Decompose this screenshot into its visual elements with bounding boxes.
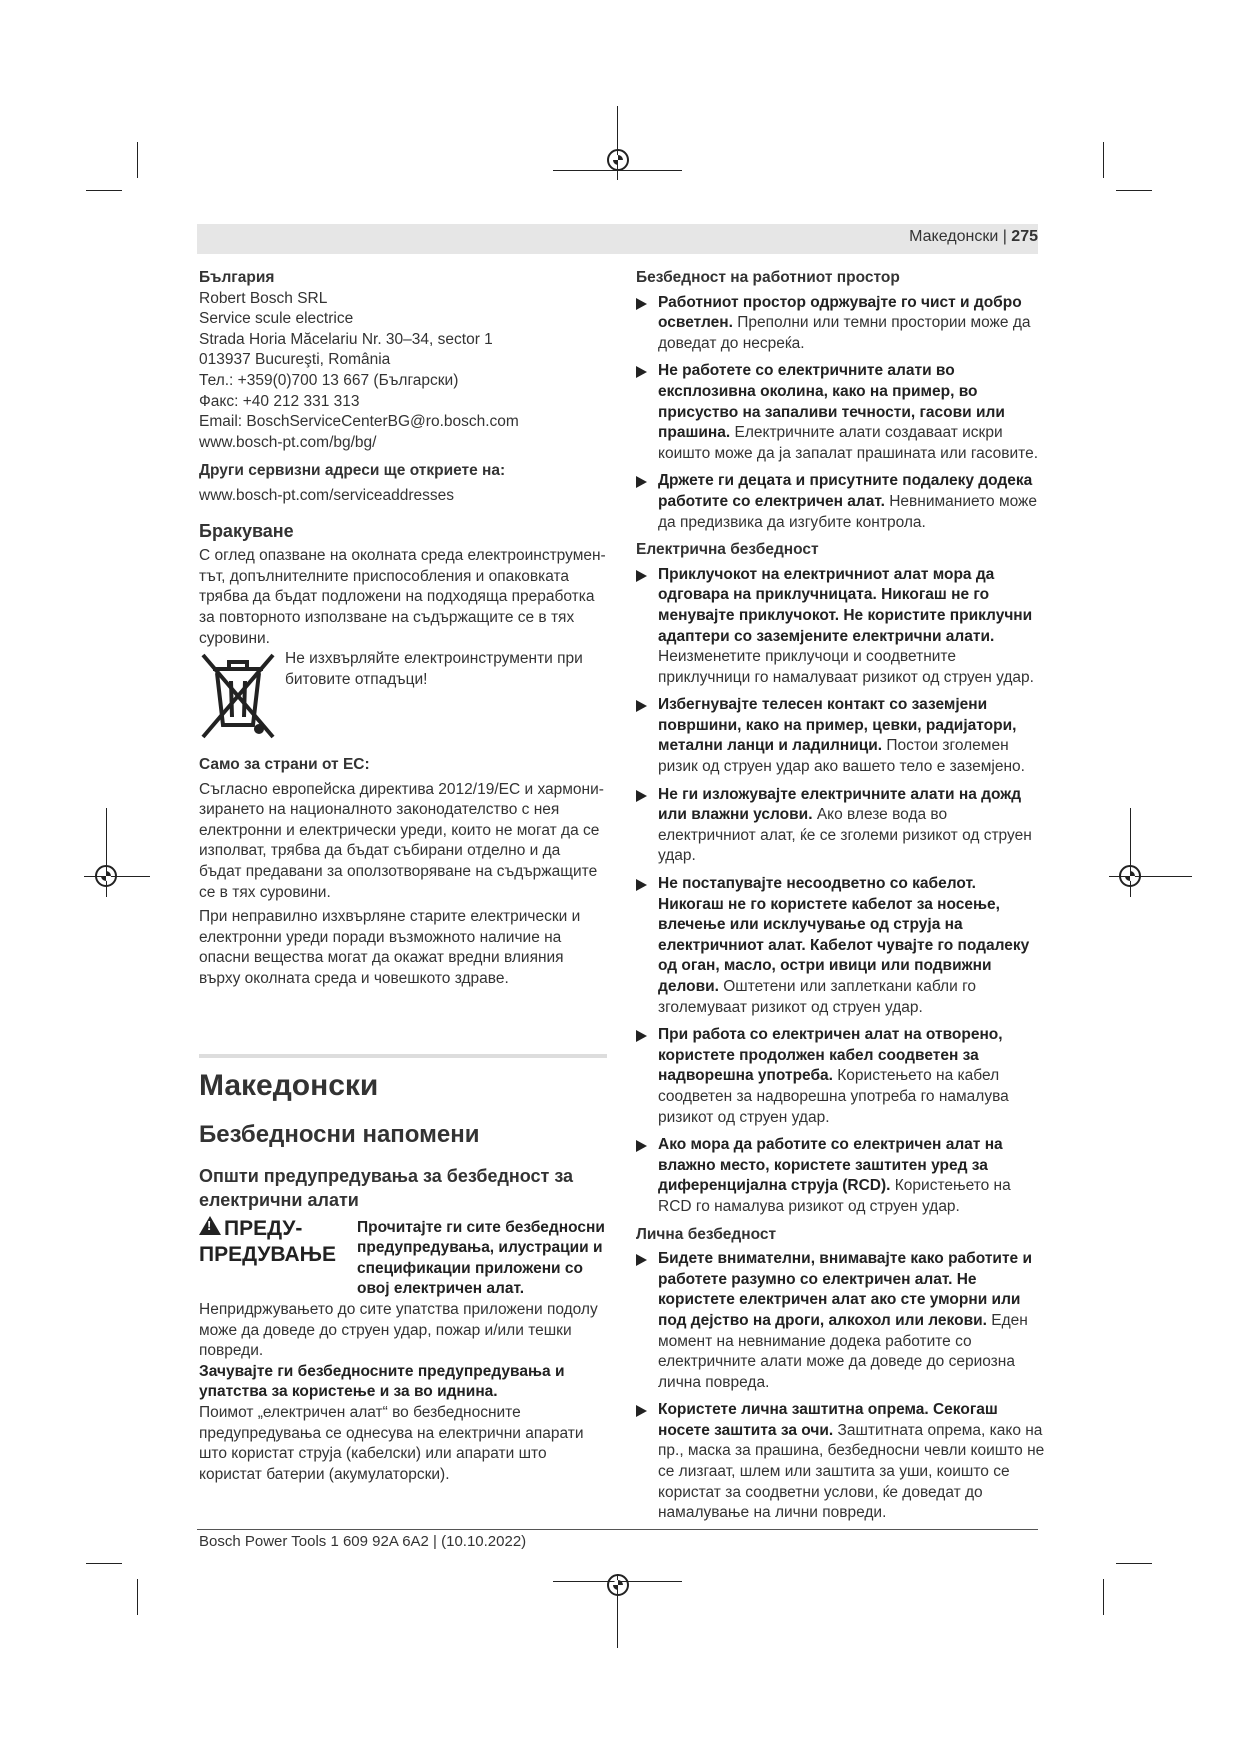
crop-mark (1103, 142, 1104, 178)
bullet-arrow-icon (636, 1254, 647, 1266)
bullet-arrow-icon (636, 790, 647, 802)
disposal-text: С оглед опазване на околната среда електроинструментът, допълнителните приспособления и опаковката трябва да бъдат подложени на подходяща преработка за повторното използване на съдържащите се в тях суровини. (199, 547, 606, 647)
bin-notice (199, 649, 607, 741)
item-bold: Држете ги децата и присутните подалеку додека работите со електричен алат. (658, 472, 1033, 510)
term-definition: Поимот „електричен алат“ во безбедносните предупредувања се однесува на електрични апарати што користат струја (кабелски) или апарати што користат батерии (акумулаторски). (199, 1403, 584, 1483)
warning-block (199, 1216, 607, 1300)
warning-label-1: ПРЕДУ- (224, 1216, 303, 1240)
address-block (199, 289, 607, 454)
warning-label (199, 1216, 357, 1300)
other-addresses-heading: Други сервизни адреси ще откриете на: (199, 462, 506, 480)
list-item (636, 471, 1046, 533)
footer-rule (197, 1529, 1038, 1530)
address-line: Robert Bosch SRL (199, 289, 328, 307)
list-item (636, 1025, 1046, 1128)
crop-mark (1103, 1579, 1104, 1615)
bullet-arrow-icon (636, 1140, 647, 1152)
page-number: 275 (1011, 228, 1038, 245)
crossed-bin-icon (199, 649, 277, 741)
warning-triangle-icon (199, 1216, 221, 1235)
bullet-arrow-icon (636, 298, 647, 310)
crop-mark (137, 1579, 138, 1615)
item-text: Користењето на RCD го намалува ризикот од струен удар. (658, 1177, 1011, 1215)
general-warnings-title: Општи предупредувања за безбедност за електрични алати (199, 1165, 574, 1210)
address-line: Факс: +40 212 331 313 (199, 392, 360, 410)
address-line: 013937 Bucureşti, România (199, 351, 391, 369)
item-text: Постои зголемен ризик од струен удар ако вашето тело е заземјено. (658, 737, 1025, 776)
item-bold: Не ги изложувајте електричните алати на дожд или влажни услови. (658, 785, 1022, 824)
list-item (636, 1135, 1046, 1217)
keep-instructions: Зачувајте ги безбедносните предупредувања и упатства за користење и за во иднина. (199, 1362, 565, 1401)
registration-mark-icon (607, 149, 629, 171)
header-language: Македонски (909, 228, 999, 245)
crop-mark (86, 1563, 122, 1564)
crop-mark (86, 190, 122, 191)
item-bold: Ако мора да работите со електричен алат на влажно место, користете заштитен уред за диференцијална струја (RCD). (658, 1136, 1003, 1195)
item-text: Неизменетите приклучоци и соодветните приклучници го намалуваат ризикот од струен удар. (658, 648, 1034, 686)
electrical-heading: Електрична безбедност (636, 541, 819, 559)
list-item (636, 565, 1046, 689)
item-bold: Користете лична заштитна опрема. Секогаш носете заштита за очи. (658, 1401, 998, 1439)
registration-mark-icon (607, 1574, 629, 1596)
eu-text-1: Съгласно европейска директива 2012/19/ЕС и хармонизирането на националното законодателство с нея електронни и електрически уреди, които не могат да се изполват, трябва да бъдат събирани отделно и да бъдат предавани за оползотворяване на съдържащите се в тях суровини. (199, 780, 604, 901)
crop-mark (137, 142, 138, 178)
personal-heading: Лична безбедност (636, 1225, 777, 1243)
bullet-arrow-icon (636, 366, 647, 378)
item-text: Заштитната опрема, како на пр., маска за прашина, безбедносни чевли коишто не се лизгаат, шлем или заштита за уши, коишто се користат за соодветни услови, ќе доведат до намалување на лични повреди. (658, 1421, 1045, 1522)
warning-text: Непридржувањето до сите упатства приложени подолу може да доведе до струен удар, пожар и/или тешки повреди. (199, 1301, 598, 1360)
item-bold: Приклучокот на електричниот алат мора да одговара на приклучницата. Никогаш не го менувајте приклучокот. Не користите приклучни адаптери со заземјените електрични алати. (658, 565, 1033, 645)
right-column (636, 268, 1046, 1531)
warning-bold: Прочитајте ги сите безбедносни предупредувања, илустрации и спецификации приложени со овој електричен алат. (357, 1218, 605, 1298)
disposal-heading: Бракуване (199, 520, 294, 541)
list-item (636, 293, 1046, 355)
address-line: Тел.: +359(0)700 13 667 (Български) (199, 371, 459, 389)
list-item (636, 874, 1046, 1018)
list-item (636, 785, 1046, 867)
bullet-arrow-icon (636, 879, 647, 891)
page-footer: Bosch Power Tools 1 609 92A 6A2 | (10.10.2022) (199, 1533, 527, 1550)
bullet-arrow-icon (636, 1405, 647, 1417)
warning-label-2: ПРЕДУВАЊЕ (199, 1242, 336, 1266)
bullet-arrow-icon (636, 476, 647, 488)
address-line: Service scule electrice (199, 310, 354, 328)
section-separator (199, 1054, 607, 1058)
registration-mark-icon (95, 865, 117, 887)
item-text: Преполни или темни простории може да доведат до несреќа. (658, 314, 1031, 352)
item-text: Користењето на кабел соодветен за надворешна употреба го намалува ризикот од струен удар. (658, 1067, 1009, 1126)
bullet-arrow-icon (636, 1030, 647, 1042)
bulgaria-heading: България (199, 269, 275, 286)
bin-text: Не изхвърляйте електроинструменти при битовите отпадъци! (285, 650, 583, 688)
safety-title: Безбедносни напомени (199, 1120, 480, 1148)
left-column (199, 268, 607, 1485)
item-bold: Избегнувајте телесен контакт со заземјени површини, како на пример, цевки, радијатори, метални ланци и ладилници. (658, 696, 1017, 755)
item-bold: Работниот простор одржувајте го чист и добро осветлен. (658, 293, 1022, 332)
list-item (636, 1400, 1046, 1524)
page-header: Македонски | 275 (909, 228, 1038, 245)
crop-mark (1116, 190, 1152, 191)
list-item (636, 361, 1046, 464)
address-line: Email: BoschServiceCenterBG@ro.bosch.com (199, 413, 519, 431)
list-item (636, 1249, 1046, 1393)
eu-text-2: При неправилно изхвърляне старите електрически и електронни уреди поради възможното наличие на опасни вещества могат да окажат вредни влияния върху околната среда и човешкото здраве. (199, 908, 581, 988)
item-text: Еден момент на невнимание додека работите со електричните алати може да доведе до сериозна лична повреда. (658, 1311, 1028, 1391)
address-line: www.bosch-pt.com/bg/bg/ (199, 433, 377, 451)
eu-heading: Само за страни от ЕС: (199, 756, 370, 774)
bullet-arrow-icon (636, 700, 647, 712)
item-bold: Не постапувајте несоодветно со кабелот. Никогаш не го користете кабелот за носење, влечење или исклучување од струја на електричниот алат. Кабелот чувајте го подалеку од оган, масло, остри ивици или подвижни делови. (658, 875, 1030, 995)
item-bold: При работа со електричен алат на отворено, користете продолжен кабел соодветен за надворешна употреба. (658, 1026, 1003, 1085)
list-item (636, 695, 1046, 777)
address-line: Strada Horia Măcelariu Nr. 30–34, sector 1 (199, 330, 493, 348)
item-bold: Бидете внимателни, внимавајте како работите и работете разумно со електричен алат. Не користете електричен алат ако сте уморни или под дејство на дроги, алкохол или лекови. (658, 1250, 1032, 1329)
crop-mark (84, 876, 150, 877)
item-text: Оштетени или заплеткани кабли го зголемуваат ризикот од струен удар. (658, 978, 977, 1016)
bullet-arrow-icon (636, 570, 647, 582)
item-bold: Не работете со електричните алати во експлозивна околина, како на пример, во присуство на запаливи течности, гасови или прашина. (658, 362, 1005, 442)
item-text: Електричните алати создаваат искри коишто може да ја запалат прашината или гасовите. (658, 424, 1039, 462)
crop-mark (1116, 1563, 1152, 1564)
item-text: Ако влезе вода во електричниот алат, ќе се зголеми ризикот од струен удар. (658, 806, 1032, 865)
item-text: Невниманието може да предизвика да изгубите контрола. (658, 492, 1038, 531)
workplace-heading: Безбедност на работниот простор (636, 269, 900, 286)
registration-mark-icon (1119, 865, 1141, 887)
section-title-mk: Македонски (199, 1068, 379, 1102)
service-addresses-link: www.bosch-pt.com/serviceaddresses (199, 486, 454, 504)
